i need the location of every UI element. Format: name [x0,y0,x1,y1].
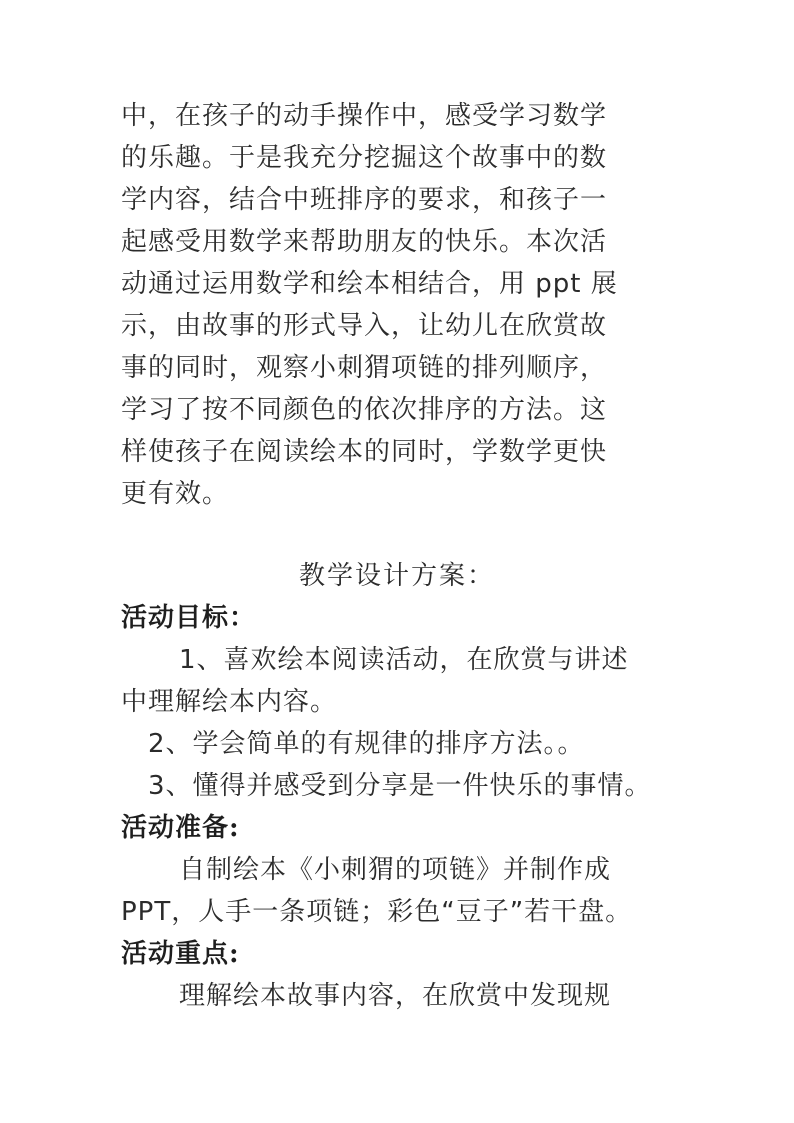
intro-line-8: 学习了按不同颜色的依次排序的方法。这 [121,395,608,425]
goal-item-2: 2、学会简单的有规律的排序方法。。 [148,729,585,759]
preparation-heading: 活动准备: [121,813,240,843]
preparation-line-2: PPT，人手一条项链；彩色“豆子”若干盘。 [121,897,633,927]
goals-heading: 活动目标： [121,603,257,633]
key-point-line-1: 理解绘本故事内容，在欣赏中发现规 [179,981,612,1011]
section-title: 教学设计方案： [298,561,495,591]
intro-line-6: 示，由故事的形式导入，让幼儿在欣赏故 [121,311,608,341]
goal-item-1-cont: 中理解绘本内容。 [121,687,338,717]
intro-line-9: 样使孩子在阅读绘本的同时，学数学更快 [121,437,608,467]
intro-line-3: 学内容，结合中班排序的要求，和孩子一 [121,185,608,215]
intro-line-7: 事的同时，观察小刺猬项链的排列顺序， [121,353,608,383]
intro-line-1: 中，在孩子的动手操作中，感受学习数学 [121,101,608,131]
key-point-heading: 活动重点: [121,939,240,969]
intro-line-2: 的乐趣。于是我充分挖掘这个故事中的数 [121,143,608,173]
intro-line-5: 动通过运用数学和绘本相结合，用 ppt 展 [121,269,618,299]
intro-line-10: 更有效。 [121,479,230,509]
goal-item-3: 3、懂得并感受到分享是一件快乐的事情。 [148,771,652,801]
intro-line-4: 起感受用数学来帮助朋友的快乐。本次活 [121,227,608,257]
goal-item-1: 1、喜欢绘本阅读活动，在欣赏与讲述 [179,645,629,675]
preparation-line-1: 自制绘本《小刺猬的项链》并制作成 [179,855,612,885]
